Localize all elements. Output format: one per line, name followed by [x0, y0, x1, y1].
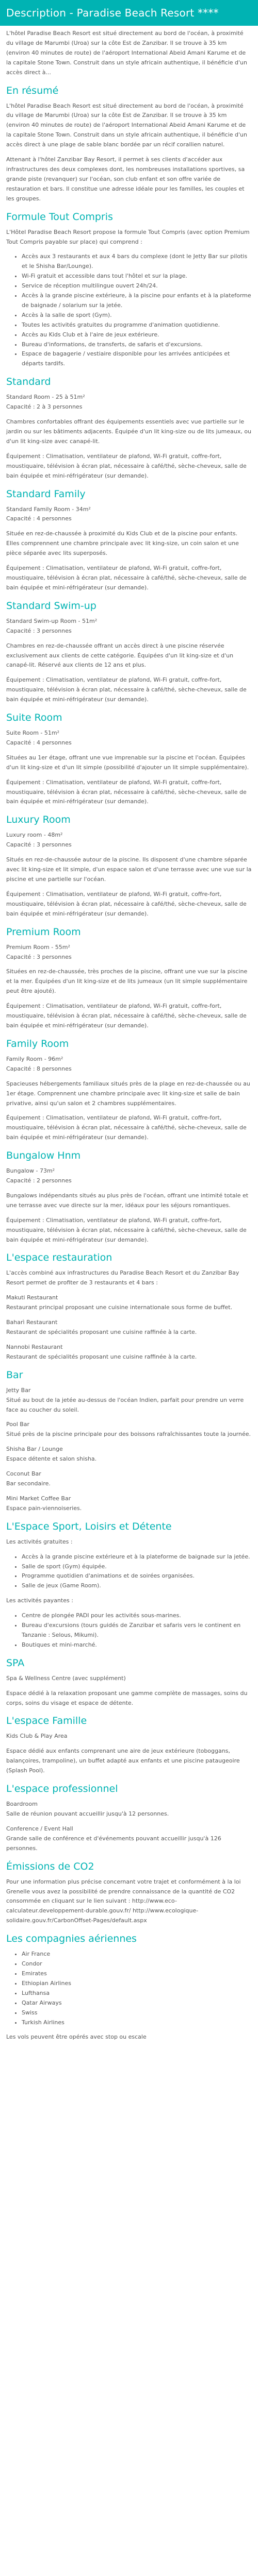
info-block: [6, 1824, 252, 1854]
info-block: [6, 1386, 252, 1415]
info-block: [6, 1420, 252, 1439]
info-line: Capacité : 4 personnes: [6, 739, 72, 746]
info-line: Shisha Bar / Lounge: [6, 1446, 63, 1453]
paragraph: L'hôtel Paradise Beach Resort est situé directement au bord de l'océan, à proximité du village de Marumbi (Uroa) sur la côte Est de Zanzibar. Il se trouve à 35 km (environ 40 minutes de route) de l'aéroport International Abeid Amani Karume et de la capitale Stone Town. Construit dans un style africain authentique, il bénéficie d'un accès direct à une plage de sable blanc bordée par un récif corallien naturel.: [6, 102, 247, 148]
info-block: [6, 1674, 252, 1684]
info-block: [6, 1445, 252, 1464]
list-item: • Accès à la salle de sport (Gym).: [22, 311, 252, 320]
paragraph: Équipement : Climatisation, ventilateur de plafond, Wi-Fi gratuit, coffre-fort, moustiquaire, télévision à écran plat, nécessaire à café/thé, sèche-cheveux, salle de bain équipée et mini-réfrigérateur (sur demande).: [6, 1216, 247, 1243]
info-block: [6, 728, 252, 748]
paragraph: L'hôtel Paradise Beach Resort est situé directement au bord de l'océan, à proximité du village de Marumbi (Uroa) sur la côte Est de Zanzibar. Il se trouve à 35 km (environ 40 minutes de route) de l'aéroport International Abeid Amani Karume et de la capitale Stone Town. Construit dans un style africain authentique, il bénéficie d'un accès direct à...: [6, 30, 247, 76]
paragraph: L'accès combiné aux infrastructures du Paradise Beach Resort et du Zanzibar Bay Resort permet de profiter de 3 restaurants et 4 bars :: [6, 1269, 239, 1286]
info-line: Conference / Event Hall: [6, 1825, 73, 1832]
paragraph: Les vols peuvent être opérés avec stop ou escale: [6, 2033, 147, 2041]
info-line: Jetty Bar: [6, 1386, 31, 1394]
info-line: Capacité : 4 personnes: [6, 515, 72, 522]
list-item: • Salle de jeux (Game Room).: [22, 1581, 252, 1591]
section-heading-les-compagnies-aeriennes: Les compagnies aériennes: [6, 1933, 137, 1945]
info-line: Restaurant de spécialités proposant une cuisine raffinée à la carte.: [6, 1353, 197, 1360]
info-block: [6, 1469, 252, 1489]
info-line: Mini Market Coffee Bar: [6, 1495, 71, 1502]
info-line: Grande salle de conférence et d'événements pouvant accueillir jusqu'à 126 personnes.: [6, 1835, 221, 1852]
section-heading-bungalow-hnm: Bungalow Hnm: [6, 1150, 81, 1162]
list-item: • Boutiques et mini-marché.: [22, 1640, 252, 1650]
paragraph: Espace dédié aux enfants comprenant une aire de jeux extérieure (toboggans, balançoires, trampoline), un buffet adapté aux enfants et une piscine pataugeoire (Splash Pool).: [6, 1748, 240, 1774]
info-line: Baharì Restaurant: [6, 1319, 58, 1326]
paragraph: Équipement : Climatisation, ventilateur de plafond, Wi-Fi gratuit, coffre-fort, moustiquaire, télévision à écran plat, nécessaire à café/thé, sèche-cheveux, salle de bain équipée et mini-réfrigérateur (sur demande).: [6, 1003, 247, 1029]
info-line: Premium Room - 55m²: [6, 943, 70, 951]
list-item: • Espace de bagagerie / vestiaire disponible pour les arrivées anticipées et départs tardifs.: [22, 349, 252, 369]
list-item: • Accès à la grande piscine extérieure et à la plateforme de baignade sur la jetée.: [22, 1552, 252, 1562]
section-heading-bar: Bar: [6, 1369, 23, 1381]
info-line: Capacité : 3 personnes: [6, 953, 72, 960]
paragraph: Équipement : Climatisation, ventilateur de plafond, Wi-Fi gratuit, coffre-fort, moustiquaire, télévision à écran plat, nécessaire à café/thé, sèche-cheveux, salle de bain équipée et mini-réfrigérateur (sur demande).: [6, 676, 247, 703]
section-heading-standard: Standard: [6, 376, 51, 388]
paragraph: L'Hôtel Paradise Beach Resort propose la formule Tout Compris (avec option Premium Tout Compris payable sur place) qui comprend :: [6, 228, 250, 245]
info-line: Kids Club & Play Area: [6, 1733, 68, 1740]
section-heading-suite-room: Suite Room: [6, 712, 62, 724]
paragraph: Équipement : Climatisation, ventilateur de plafond, Wi-Fi gratuit, coffre-fort, moustiquaire, télévision à écran plat, nécessaire à café/thé, sèche-cheveux, salle de bain équipée et mini-réfrigérateur (sur demande).: [6, 1114, 247, 1141]
info-line: Salle de réunion pouvant accueillir jusqu'à 12 personnes.: [6, 1810, 169, 1817]
info-block: [6, 1293, 252, 1313]
info-block: [6, 1055, 252, 1074]
paragraph: Espace dédié à la relaxation proposant une gamme complète de massages, soins du corps, soins du visage et espace de détente.: [6, 1689, 248, 1706]
section-heading-l-espace-famille: L'espace Famille: [6, 1715, 87, 1727]
section-heading-emissions-de-co2: Émissions de CO2: [6, 1860, 94, 1872]
info-line: Restaurant principal proposant une cuisine internationale sous forme de buffet.: [6, 1304, 233, 1311]
paragraph: Bungalows indépendants situés au plus près de l'océan, offrant une intimité totale et une terrasse avec vue directe sur la mer, idéaux pour les séjours romantiques.: [6, 1192, 249, 1209]
paragraph: Situées en rez-de-chaussée, très proches de la piscine, offrant une vue sur la piscine et la mer. Équipées d'un lit king-size et de lits jumeaux (un lit simple supplémentaire peut être ajouté).: [6, 968, 248, 995]
info-line: Standard Family Room - 34m²: [6, 505, 91, 513]
info-block: [6, 393, 252, 412]
paragraph: Attenant à l'hôtel Zanzibar Bay Resort, il permet à ses clients d'accéder aux infrastructures des deux complexes dont, les nombreuses installations sportives, sa grande piste (revanquer) sur l'océan, son club enfant et son offre variée de restauration et bars. Il constitue une adresse idéale pour les familles, les couples et les groupes.: [6, 156, 245, 202]
info-line: Capacité : 3 personnes: [6, 627, 72, 634]
section-heading-en-resume: En résumé: [6, 84, 59, 96]
paragraph: Située en rez-de-chaussée à proximité du Kids Club et de la piscine pour enfants. Elles comprennent une chambre principale avec lit king-size, un coin salon et une pièce séparée avec lits superposés.: [6, 530, 239, 557]
list-item: • Turkish Airlines: [22, 2018, 252, 2028]
bullet-list: [6, 1950, 252, 2027]
paragraph: Pour une information plus précise concernant votre trajet et conformément à la loi Grenelle vous avez la possibilité de prendre connaissance de la quantité de CO2 consommée en cliquant sur le lien suivant : http://www.eco-calculateur.developpement-durable.gouv.fr/ http://www.ecologique-solidaire.gouv.fr/CarbonOffset-Pages/default.aspx: [6, 1878, 241, 1924]
info-line: Espace pain-viennoiseries.: [6, 1504, 82, 1512]
info-line: Capacité : 3 personnes: [6, 841, 72, 849]
info-line: Capacité : 8 personnes: [6, 1065, 72, 1072]
bullet-list: [6, 1552, 252, 1591]
info-line: Suite Room - 51m²: [6, 730, 59, 737]
paragraph: Les activités gratuites :: [6, 1538, 73, 1545]
info-block: [6, 1800, 252, 1819]
info-line: Family Room - 96m²: [6, 1055, 63, 1062]
bullet-list: [6, 252, 252, 369]
list-item: • Emirates: [22, 1969, 252, 1979]
info-line: Pool Bar: [6, 1421, 30, 1428]
list-item: • Salle de sport (Gym) équipée.: [22, 1562, 252, 1572]
list-item: • Accès à la grande piscine extérieure, à la piscine pour enfants et à la plateforme de baignade / solarium sur la jetée.: [22, 291, 252, 311]
paragraph: Les activités payantes :: [6, 1597, 73, 1604]
list-item: • Toutes les activités gratuites du programme d'animation quotidienne.: [22, 320, 252, 330]
list-item: • Wi-Fi gratuit et accessible dans tout l'hôtel et sur la plage.: [22, 272, 252, 281]
info-line: Nannobi Restaurant: [6, 1343, 63, 1350]
paragraph: Équipement : Climatisation, ventilateur de plafond, Wi-Fi gratuit, coffre-fort, moustiquaire, télévision à écran plat, nécessaire à café/thé, sèche-cheveux, salle de bain équipée et mini-réfrigérateur (sur demande).: [6, 890, 247, 917]
info-block: [6, 1732, 252, 1741]
section-heading-standard-swim-up: Standard Swim-up: [6, 600, 96, 612]
info-line: Espace détente et salon shisha.: [6, 1455, 97, 1463]
info-line: Luxury room - 48m²: [6, 832, 63, 839]
info-line: Boardroom: [6, 1801, 38, 1808]
section-heading-formule-tout-compris: Formule Tout Compris: [6, 211, 113, 223]
section-heading-l-espace-sport-loisirs-et-detente: L'Espace Sport, Loisirs et Détente: [6, 1520, 172, 1532]
title-banner: [0, 0, 258, 26]
list-item: • Accès aux 3 restaurants et aux 4 bars du complexe (dont le Jetty Bar sur pilotis et le Shisha Bar/Lounge).: [22, 252, 252, 272]
list-item: • Ethiopian Airlines: [22, 1979, 252, 1989]
info-block: [6, 1343, 252, 1362]
info-line: Bar secondaire.: [6, 1480, 51, 1487]
list-item: • Air France: [22, 1950, 252, 1959]
info-block: [6, 617, 252, 636]
section-heading-spa: SPA: [6, 1657, 25, 1669]
section-heading-luxury-room: Luxury Room: [6, 814, 71, 826]
info-line: Standard Room - 25 à 51m²: [6, 394, 85, 401]
info-block: [6, 943, 252, 962]
paragraph: Équipement : Climatisation, ventilateur de plafond, Wi-Fi gratuit, coffre-fort, moustiquaire, télévision à écran plat, nécessaire à café/thé, sèche-cheveux, salle de bain équipée et mini-réfrigérateur (sur demande).: [6, 565, 247, 591]
info-line: Makuti Restaurant: [6, 1294, 58, 1301]
paragraph: Situées au 1er étage, offrant une vue imprenable sur la piscine et l'océan. Équipées d'un lit king-size et d'un lit simple (possibilité d'ajouter un lit simple supplémentaire).: [6, 754, 249, 771]
info-block: [6, 1166, 252, 1186]
paragraph: Équipement : Climatisation, ventilateur de plafond, Wi-Fi gratuit, coffre-fort, moustiquaire, télévision à écran plat, nécessaire à café/thé, sèche-cheveux, salle de bain équipée et mini-réfrigérateur (sur demande).: [6, 452, 247, 479]
paragraph: Situés en rez-de-chaussée autour de la piscine. Ils disposent d'une chambre séparée avec lit king-size et lit simple, d'un espace salon et d'une terrasse avec une vue sur la piscine et une partielle sur l'océan.: [6, 856, 252, 883]
list-item: • Lufthansa: [22, 1989, 252, 1998]
paragraph: Équipement : Climatisation, ventilateur de plafond, Wi-Fi gratuit, coffre-fort, moustiquaire, télévision à écran plat, nécessaire à café/thé, sèche-cheveux, salle de bain équipée et mini-réfrigérateur (sur demande).: [6, 778, 247, 805]
paragraph: Spacieuses hébergements familiaux situés près de la plage en rez-de-chaussée ou au 1er étage. Comprennent une chambre principale avec lit king-size et salle de bain privative, ainsi qu'un salon et 2 chambres supplémentaires.: [6, 1080, 250, 1107]
info-block: [6, 831, 252, 850]
list-item: • Centre de plongée PADI pour les activités sous-marines.: [22, 1611, 252, 1621]
info-line: Coconut Bar: [6, 1470, 41, 1478]
list-item: • Service de réception multilingue ouvert 24h/24.: [22, 281, 252, 291]
paragraph: Chambres en rez-de-chaussée offrant un accès direct à une piscine réservée exclusivement aux clients de cette catégorie. Équipées d'un lit king-size et d'un canapé-lit. Réservé aux clients de 12 ans et plus.: [6, 642, 234, 669]
list-item: • Bureau d'excursions (tours guidés de Zanzibar et safaris vers le continent en Tanzanie : Selous, Mikumi).: [22, 1621, 252, 1640]
content-column: [0, 26, 258, 2042]
info-line: Situé près de la piscine principale pour des boissons rafraîchissantes toute la journée.: [6, 1431, 251, 1438]
list-item: • Programme quotidien d'animations et de soirées organisées.: [22, 1571, 252, 1581]
bullet-list: [6, 1611, 252, 1650]
section-heading-l-espace-restauration: L'espace restauration: [6, 1252, 112, 1264]
page-title: Description - Paradise Beach Resort ****: [6, 7, 219, 19]
info-line: Situé au bout de la jetée au-dessus de l'océan Indien, parfait pour prendre un verre face au coucher du soleil.: [6, 1396, 244, 1413]
section-heading-family-room: Family Room: [6, 1038, 69, 1049]
list-item: • Swiss: [22, 2008, 252, 2018]
section-heading-l-espace-professionnel: L'espace professionnel: [6, 1783, 118, 1795]
info-line: Spa & Wellness Centre (avec supplément): [6, 1674, 126, 1682]
info-line: Standard Swim-up Room - 51m²: [6, 617, 98, 624]
info-line: Capacité : 2 à 3 personnes: [6, 403, 83, 411]
section-heading-standard-family: Standard Family: [6, 488, 86, 500]
list-item: • Qatar Airways: [22, 1998, 252, 2008]
info-block: [6, 1494, 252, 1514]
info-block: [6, 1318, 252, 1337]
info-block: [6, 505, 252, 524]
list-item: • Bureau d'informations, de transferts, de safaris et d'excursions.: [22, 340, 252, 350]
section-heading-premium-room: Premium Room: [6, 926, 81, 938]
info-line: Bungalow - 73m²: [6, 1167, 55, 1175]
paragraph: Chambres confortables offrant des équipements essentiels avec vue partielle sur le jardin ou sur les bâtiments adjacents. Équipée d'un lit king-size ou de lits jumeaux, ou d'un lit king-size avec canapé-lit.: [6, 418, 252, 445]
info-line: Capacité : 2 personnes: [6, 1177, 72, 1184]
list-item: • Condor: [22, 1959, 252, 1969]
list-item: • Accès au Kids Club et à l'aire de jeux extérieure.: [22, 330, 252, 340]
info-line: Restaurant de spécialités proposant une cuisine raffinée à la carte.: [6, 1329, 197, 1335]
